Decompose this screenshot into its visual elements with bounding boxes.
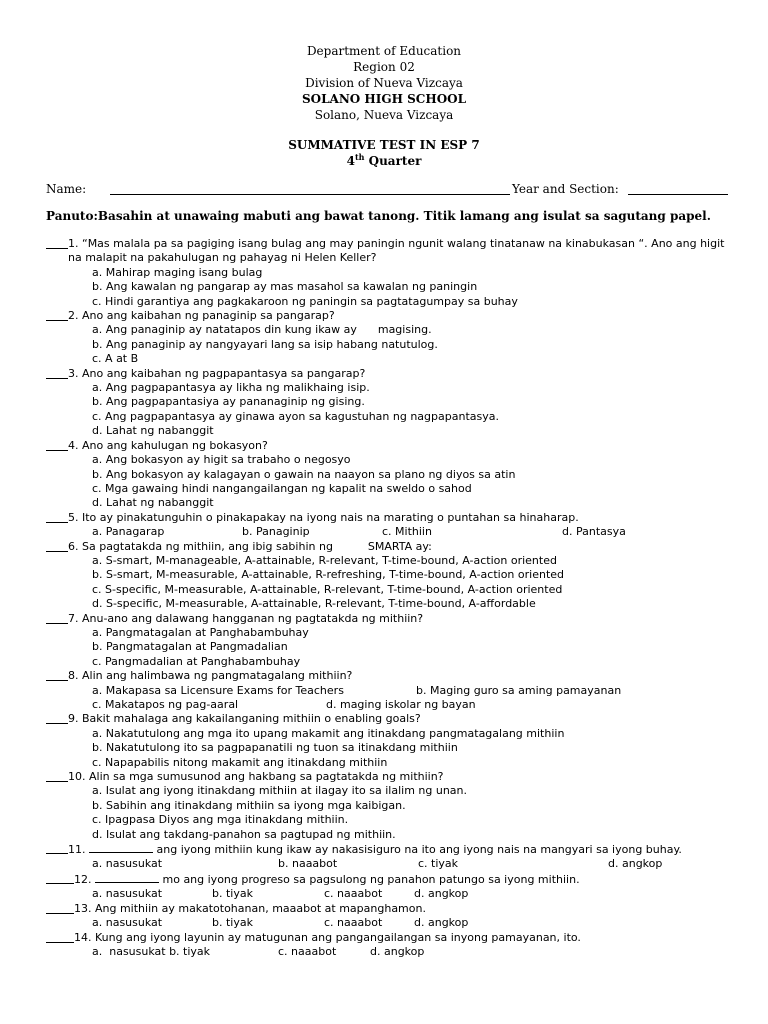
choice: c. naaabot [278,944,337,958]
choice: a. Pangmatagalan at Panghabambuhay [92,625,309,639]
choice: a. Makapasa sa Licensure Exams for Teachers [92,683,344,697]
choice: c. tiyak [418,857,459,871]
question-stem: 8. Alin ang halimbawa ng pangmatagalang mithiin? [68,669,353,683]
answer-blank[interactable] [46,511,68,523]
choice-row [46,887,736,901]
choice: d. angkop [608,857,663,871]
answer-blank[interactable] [46,367,68,379]
choice: b. Panaginip [242,525,310,539]
choice: b. Nakatutulong ito sa pagpapanatili ng tuon sa itinakdang mithiin [92,741,458,755]
quarter-number: 4 [346,154,355,168]
answer-blank[interactable] [46,669,68,681]
answer-blank[interactable] [46,712,68,724]
choice: c. S-specific, M-measurable, A-attainable, R-relevant, T-time-bound, A-action oriented [92,582,563,596]
choice: a. Ang pagpapantasya ay likha ng malikhaing isip. [92,381,370,395]
choice: b. tiyak [212,887,253,901]
choice: a. nasusukat [92,887,163,901]
question-3 [46,367,736,439]
choice: d. Lahat ng nabanggit [92,424,214,438]
choice: a. Ang bokasyon ay higit sa trabaho o negosyo [92,453,351,467]
question-5 [46,511,736,540]
choice: b. Ang bokasyon ay kalagayan o gawain na naayon sa plano ng diyos sa atin [92,467,516,481]
answer-blank[interactable] [46,309,68,321]
choice: c. Ipagpasa Diyos ang mga itinakdang mithiin. [92,813,349,827]
school-address: Solano, Nueva Vizcaya [314,108,454,122]
question-stem: 2. Ano ang kaibahan ng panaginip sa pangarap? [68,309,335,323]
choice: b. tiyak [212,916,253,930]
choice-row [46,684,736,698]
answer-blank[interactable] [46,770,68,782]
department-line: Department of Education [306,44,462,58]
choice: a. Nakatutulong ang mga ito upang makamit ang itinakdang pangmatagalang mithiin [92,726,565,740]
choice: c. Napapabilis nitong makamit ang itinakdang mithiin [92,755,388,769]
answer-blank[interactable] [46,842,68,854]
answer-blank[interactable] [46,540,68,552]
choice: a. Mahirap maging isang bulag [92,265,263,279]
name-label: Name: [46,182,87,196]
choice: a. Isulat ang iyong itinakdang mithiin at ilagay ito sa ilalim ng unan. [92,784,468,798]
question-stem: mo ang iyong progreso sa pagsulong ng panahon patungo sa iyong mithiin. [159,872,580,886]
choice: b. S-smart, M-measurable, A-attainable, R-refreshing, T-time-bound, A-action oriented [92,568,565,582]
quarter-suffix: th [354,152,365,162]
choice: c. A at B [92,352,139,366]
choice: b. Ang kawalan ng pangarap ay mas masahol sa kawalan ng paningin [92,280,478,294]
answer-blank[interactable] [46,931,74,943]
question-4 [46,439,736,511]
choice: a. S-smart, M-manageable, A-attainable, R-relevant, T-time-bound, A-action oriented [92,553,557,567]
name-blank[interactable] [110,194,510,195]
question-6 [46,540,736,612]
choice: b. Maging guro sa aming pamayanan [416,683,622,697]
question-12 [46,872,736,902]
division-line: Division of Nueva Vizcaya [305,76,463,90]
question-9 [46,712,736,770]
choice: d. angkop [414,887,469,901]
choice: a. Panagarap [92,525,165,539]
choice: b. Sabihin ang itinakdang mithiin sa iyong mga kaibigan. [92,798,406,812]
fill-in-blank[interactable] [95,872,159,883]
question-stem: 1. “Mas malala pa sa pagiging isang bulag ang may paningin ngunit walang tinatanaw na kinabukasan “. Ano ang higit na malapit na pakahulugan ng pahayag ni Helen Keller? [68,237,725,265]
choice: b. naaabot [278,857,338,871]
choice: b. Ang pagpapantasiya ay pananaginip ng gising. [92,395,365,409]
question-13 [46,902,736,931]
question-stem: 14. Kung ang iyong layunin ay matugunan ang pangangailangan sa inyong pamayanan, ito. [74,930,581,944]
question-stem: 4. Ano ang kahulugan ng bokasyon? [68,438,268,452]
instructions: Panuto:Basahin at unawaing mabuti ang bawat tanong. Titik lamang ang isulat sa sagutang papel. [46,209,711,223]
choice: a. nasusukat b. tiyak [92,944,211,958]
question-11 [46,842,736,872]
question-7 [46,612,736,670]
choice: b. Ang panaginip ay nangyayari lang sa isip habang natutulog. [92,337,438,351]
question-14 [46,931,736,960]
question-number: 11. [68,843,89,857]
question-8 [46,669,736,712]
question-1 [46,237,736,309]
choice-row [46,945,736,959]
choice: d. maging iskolar ng bayan [326,698,476,711]
choice: a. nasusukat [92,916,163,930]
question-stem: 10. Alin sa mga sumusunod ang hakbang sa pagtatakda ng mithiin? [68,770,444,784]
choice: c. Makatapos ng pag-aaral [92,698,239,711]
choice-row [46,916,736,930]
choice: a. Ang panaginip ay natatapos din kung ikaw ay magising. [92,323,432,337]
region-line: Region 02 [353,60,415,74]
choice: d. Lahat ng nabanggit [92,496,214,510]
question-stem: 5. Ito ay pinakatunguhin o pinakapakay na iyong nais na marating o puntahan sa hinaharap. [68,510,579,524]
question-10 [46,770,736,842]
choice-row [46,525,736,539]
choice: d. angkop [370,944,425,958]
choice: d. S-specific, M-measurable, A-attainable, R-relevant, T-time-bound, A-affordable [92,597,536,611]
choice: c. Mga gawaing hindi nangangailangan ng kapalit na sweldo o sahod [92,481,472,495]
choice: c. Pangmadalian at Panghabambuhay [92,654,301,668]
answer-blank[interactable] [46,237,68,249]
choice: c. Mithiin [382,525,432,539]
fill-in-blank[interactable] [89,842,153,853]
answer-blank[interactable] [46,439,68,451]
test-title: SUMMATIVE TEST IN ESP 7 [288,138,480,152]
year-section-label: Year and Section: [512,182,619,196]
question-stem: ang iyong mithiin kung ikaw ay nakasisiguro na ito ang iyong nais na mangyari sa iyong buhay. [153,843,682,857]
choice: b. Pangmatagalan at Pangmadalian [92,640,288,654]
choice: c. naaabot [324,887,383,901]
answer-blank[interactable] [46,902,74,914]
test-title-block [0,137,768,169]
school-header [0,43,768,123]
year-section-blank[interactable] [628,194,728,195]
choice: a. nasusukat [92,857,163,871]
choice: c. Ang pagpapantasya ay ginawa ayon sa kagustuhan ng nagpapantasya. [92,409,499,423]
answer-blank[interactable] [46,872,74,884]
question-stem: 9. Bakit mahalaga ang kakailanganing mithiin o enabling goals? [68,712,421,726]
quarter-label [0,153,768,169]
choice-row [46,857,736,871]
question-stem: 13. Ang mithiin ay makatotohanan, maaabot at mapanghamon. [74,901,426,915]
choice: d. Isulat ang takdang-panahon sa pagtupad ng mithiin. [92,827,396,841]
choice: c. Hindi garantiya ang pagkakaroon ng paningin sa pagtatagumpay sa buhay [92,294,518,308]
choice: d. Pantasya [562,525,626,539]
question-stem: 7. Anu-ano ang dalawang hangganan ng pagtatakda ng mithiin? [68,611,424,625]
answer-blank[interactable] [46,612,68,624]
choice: c. naaabot [324,916,383,930]
choice: d. angkop [414,916,469,930]
school-name: SOLANO HIGH SCHOOL [301,92,467,106]
question-list [46,237,736,959]
quarter-word: Quarter [364,154,422,168]
choice-row [46,698,736,712]
question-2 [46,309,736,367]
question-stem: 3. Ano ang kaibahan ng pagpapantasya sa pangarap? [68,366,366,380]
question-number: 12. [74,872,95,886]
question-stem: 6. Sa pagtatakda ng mithiin, ang ibig sabihin ng SMARTA ay: [68,539,432,553]
